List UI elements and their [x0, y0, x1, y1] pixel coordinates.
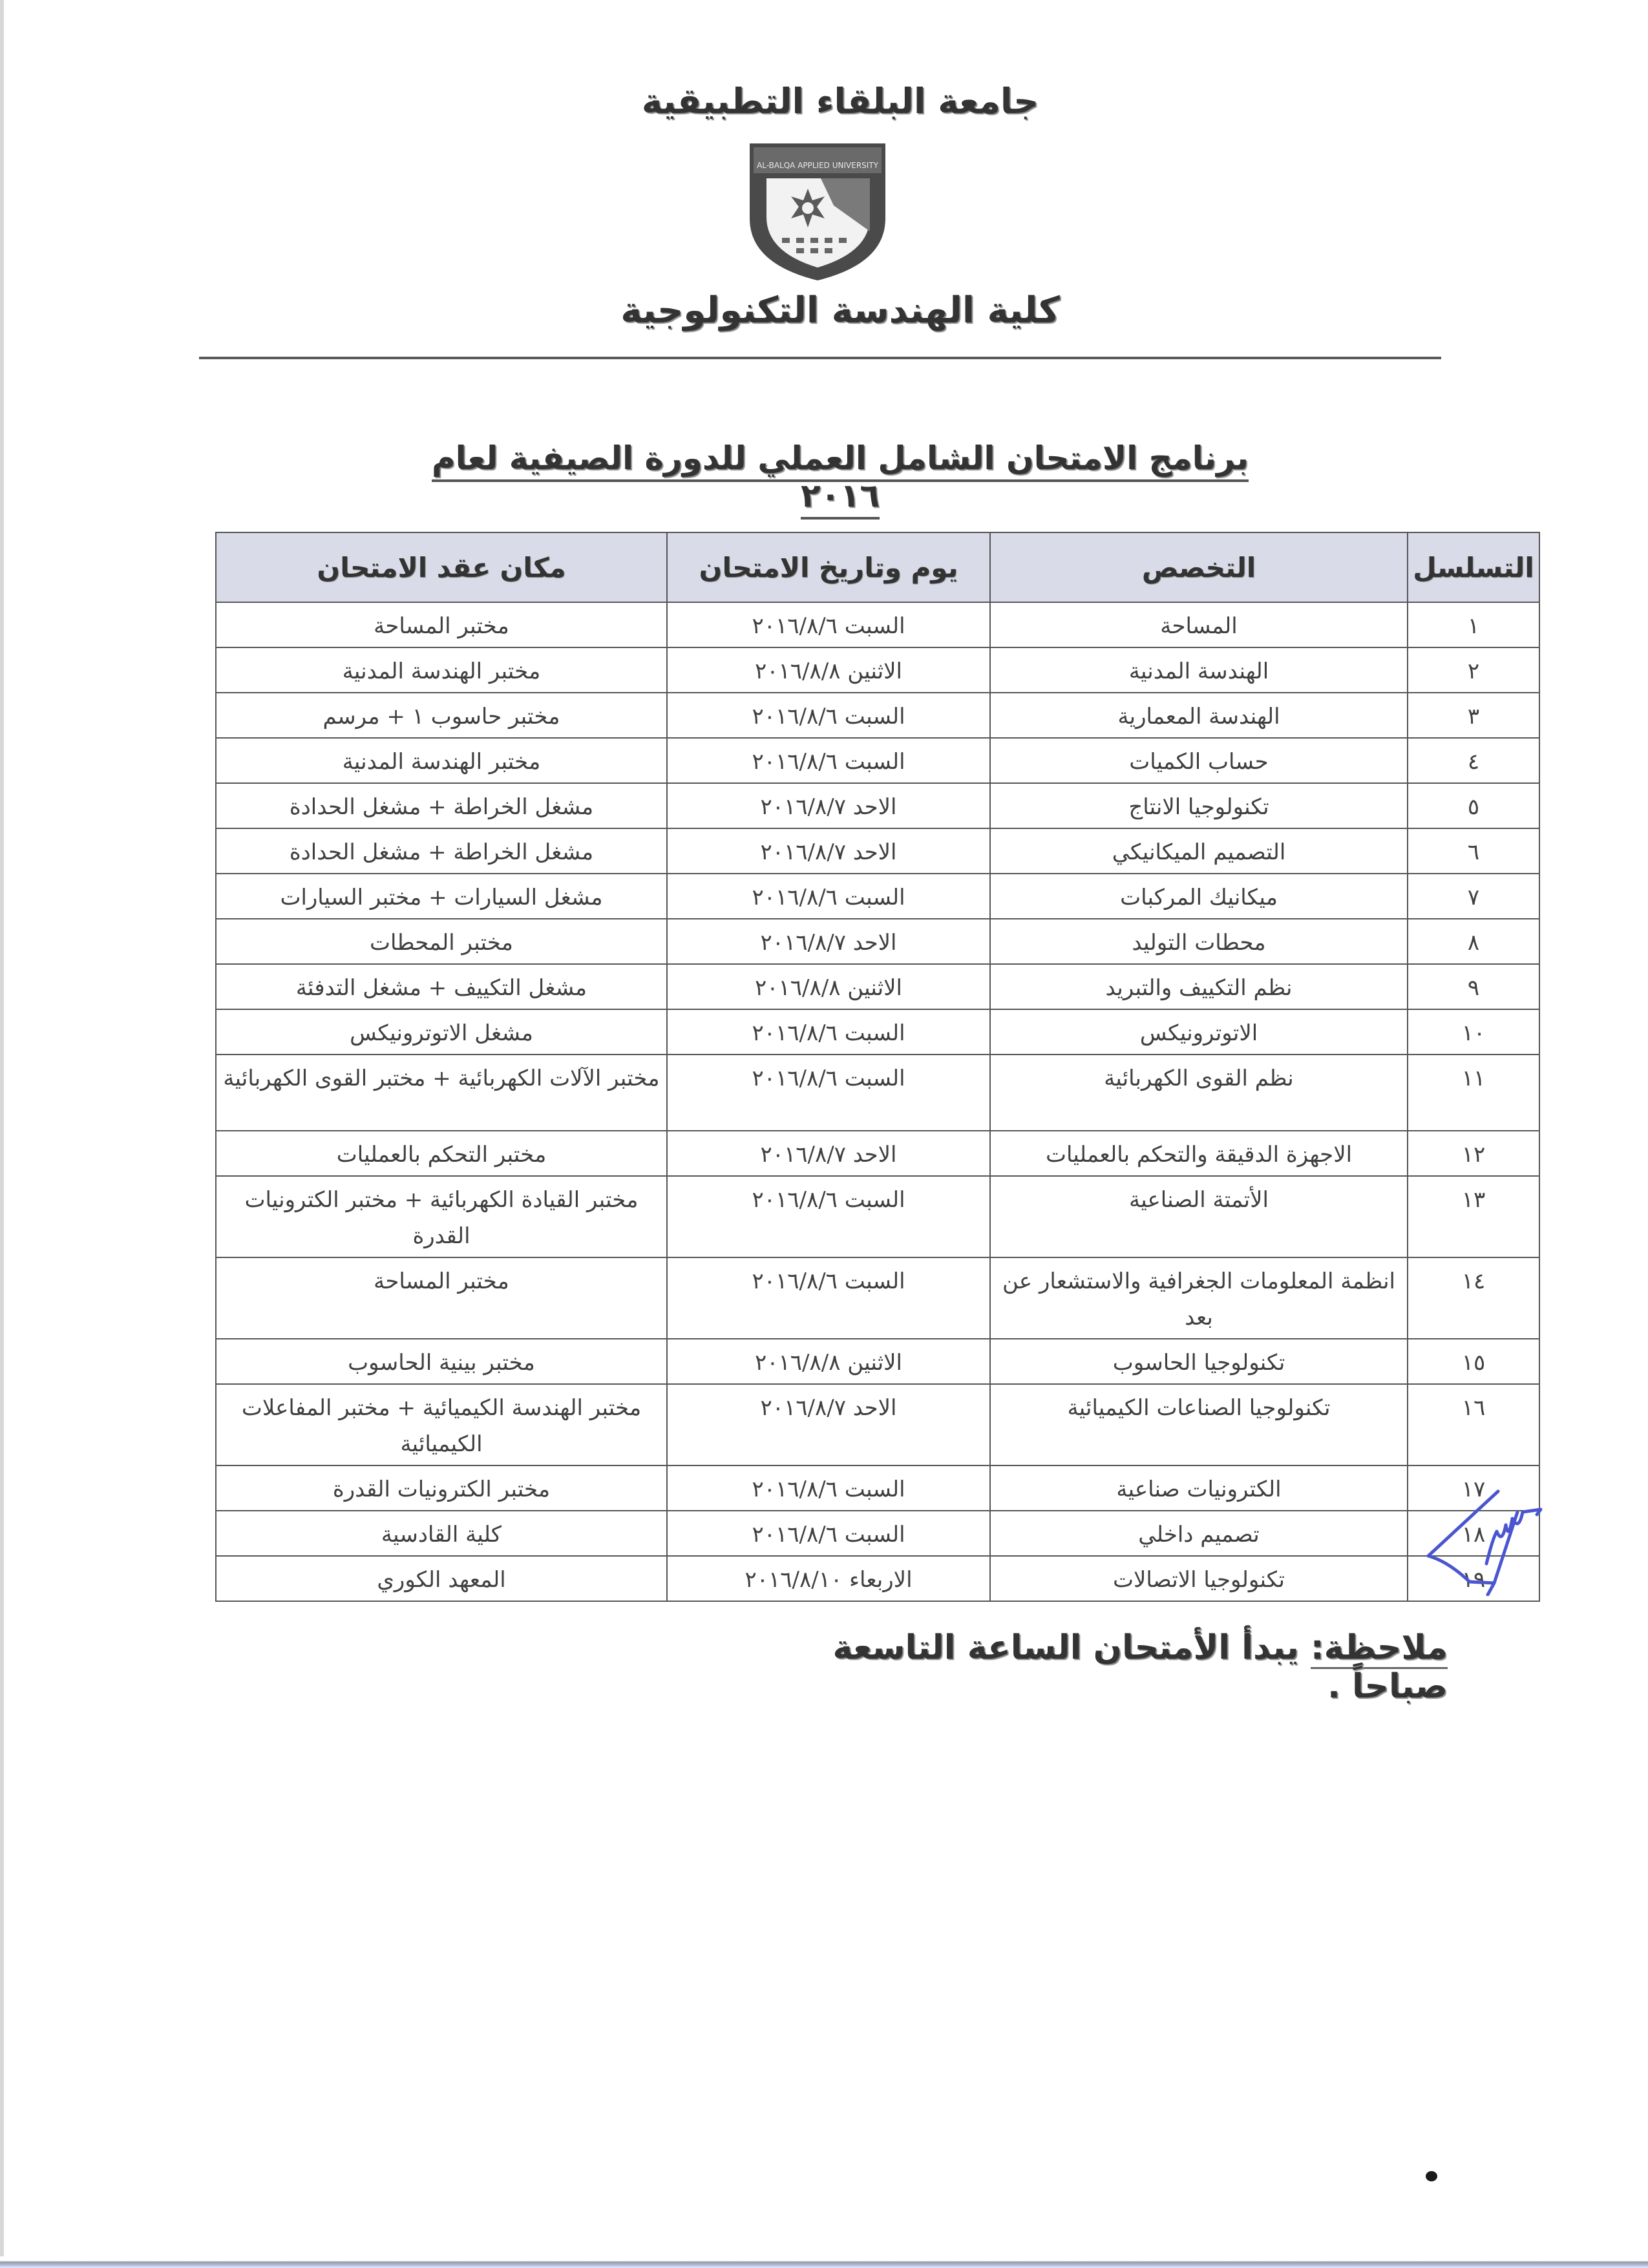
- note-text: يبدأ الأمتحان الساعة التاسعة صباحاً .: [832, 1628, 1448, 1706]
- cell-sequence: ١٣: [1408, 1176, 1539, 1257]
- page-dot-mark: [1426, 2171, 1437, 2181]
- column-header-specialization: التخصص: [990, 532, 1408, 602]
- cell-exam-date: السبت ٢٠١٦/٨/٦: [667, 874, 990, 919]
- cell-exam-location: مختبر القيادة الكهربائية + مختبر الكترونيات القدرة: [216, 1176, 667, 1257]
- cell-exam-date: الاحد ٢٠١٦/٨/٧: [667, 919, 990, 964]
- cell-exam-date: السبت ٢٠١٦/٨/٦: [667, 738, 990, 783]
- exam-schedule-table: [215, 532, 1540, 1602]
- cell-sequence: ٤: [1408, 738, 1539, 783]
- cell-specialization: تكنولوجيا الصناعات الكيميائية: [990, 1384, 1408, 1465]
- cell-exam-date: الاحد ٢٠١٦/٨/٧: [667, 783, 990, 828]
- table-row: [216, 1009, 1539, 1055]
- cell-specialization: الاجهزة الدقيقة والتحكم بالعمليات: [990, 1131, 1408, 1176]
- cell-exam-date: الاثنين ٢٠١٦/٨/٨: [667, 1339, 990, 1384]
- cell-specialization: حساب الكميات: [990, 738, 1408, 783]
- cell-specialization: الهندسة المعمارية: [990, 693, 1408, 738]
- table-row: [216, 602, 1539, 647]
- cell-exam-date: الاحد ٢٠١٦/٨/٧: [667, 1131, 990, 1176]
- cell-exam-location: مختبر المساحة: [216, 602, 667, 647]
- cell-sequence: ٢: [1408, 647, 1539, 693]
- cell-sequence: ٨: [1408, 919, 1539, 964]
- column-header-exam-location: مكان عقد الامتحان: [216, 532, 667, 602]
- table-row: [216, 1339, 1539, 1384]
- cell-exam-date: الاحد ٢٠١٦/٨/٧: [667, 1384, 990, 1465]
- cell-exam-date: الاربعاء ٢٠١٦/٨/١٠: [667, 1556, 990, 1601]
- table-row: [216, 828, 1539, 874]
- table-row: [216, 1465, 1539, 1511]
- cell-specialization: انظمة المعلومات الجغرافية والاستشعار عن بعد: [990, 1257, 1408, 1339]
- cell-specialization: تكنولوجيا الانتاج: [990, 783, 1408, 828]
- cell-exam-date: السبت ٢٠١٦/٨/٦: [667, 1176, 990, 1257]
- faculty-name: كلية الهندسة التكنولوجية: [620, 289, 1060, 331]
- cell-specialization: محطات التوليد: [990, 919, 1408, 964]
- table-row: [216, 1556, 1539, 1601]
- cell-specialization: تكنولوجيا الاتصالات: [990, 1556, 1408, 1601]
- scan-speck: [1241, 1854, 1247, 1864]
- table-row: [216, 1257, 1539, 1339]
- header-divider: [199, 357, 1441, 359]
- cell-exam-location: مختبر الهندسة الكيميائية + مختبر المفاعلات الكيميائية: [216, 1384, 667, 1465]
- cell-exam-location: مختبر حاسوب ١ + مرسم: [216, 693, 667, 738]
- cell-sequence: ١٧: [1408, 1465, 1539, 1511]
- cell-exam-location: مختبر المحطات: [216, 919, 667, 964]
- cell-exam-location: مختبر بينية الحاسوب: [216, 1339, 667, 1384]
- column-header-exam-date: يوم وتاريخ الامتحان: [667, 532, 990, 602]
- cell-sequence: ١: [1408, 602, 1539, 647]
- cell-exam-date: السبت ٢٠١٦/٨/٦: [667, 1465, 990, 1511]
- logo-text: AL-BALQA APPLIED UNIVERSITY: [757, 161, 878, 170]
- column-header-sequence: التسلسل: [1408, 532, 1539, 602]
- cell-exam-location: مختبر التحكم بالعمليات: [216, 1131, 667, 1176]
- table-row: [216, 1384, 1539, 1465]
- table-row: [216, 1176, 1539, 1257]
- table-header-row: [216, 532, 1539, 602]
- cell-sequence: ٣: [1408, 693, 1539, 738]
- signature: [1422, 1486, 1551, 1596]
- cell-exam-date: السبت ٢٠١٦/٨/٦: [667, 1511, 990, 1556]
- table-row: [216, 1511, 1539, 1556]
- cell-exam-date: السبت ٢٠١٦/٨/٦: [667, 693, 990, 738]
- cell-specialization: التصميم الميكانيكي: [990, 828, 1408, 874]
- cell-specialization: تصميم داخلي: [990, 1511, 1408, 1556]
- cell-sequence: ١١: [1408, 1055, 1539, 1131]
- cell-specialization: الاتوترونيكس: [990, 1009, 1408, 1055]
- signature-stroke: [1428, 1491, 1541, 1595]
- cell-specialization: تكنولوجيا الحاسوب: [990, 1339, 1408, 1384]
- cell-exam-date: الاثنين ٢٠١٦/٨/٨: [667, 647, 990, 693]
- cell-exam-location: مختبر الآلات الكهربائية + مختبر القوى الكهربائية: [216, 1055, 667, 1131]
- cell-exam-location: مختبر المساحة: [216, 1257, 667, 1339]
- cell-sequence: ١٨: [1408, 1511, 1539, 1556]
- cell-sequence: ١٢: [1408, 1131, 1539, 1176]
- cell-specialization: الهندسة المدنية: [990, 647, 1408, 693]
- cell-exam-date: الاثنين ٢٠١٦/٨/٨: [667, 964, 990, 1009]
- university-logo: [743, 141, 892, 283]
- table-row: [216, 647, 1539, 693]
- cell-specialization: نظم القوى الكهربائية: [990, 1055, 1408, 1131]
- cell-exam-date: الاحد ٢٠١٦/٨/٧: [667, 828, 990, 874]
- cell-exam-location: مشغل الخراطة + مشغل الحدادة: [216, 828, 667, 874]
- table-row: [216, 964, 1539, 1009]
- cell-sequence: ١٠: [1408, 1009, 1539, 1055]
- cell-sequence: ١٤: [1408, 1257, 1539, 1339]
- university-name: جامعة البلقاء التطبيقية: [641, 81, 1039, 121]
- cell-specialization: الأتمتة الصناعية: [990, 1176, 1408, 1257]
- cell-sequence: ١٥: [1408, 1339, 1539, 1384]
- cell-sequence: ٩: [1408, 964, 1539, 1009]
- cell-exam-location: مختبر الهندسة المدنية: [216, 738, 667, 783]
- cell-exam-location: المعهد الكوري: [216, 1556, 667, 1601]
- cell-sequence: ٦: [1408, 828, 1539, 874]
- cell-specialization: المساحة: [990, 602, 1408, 647]
- cell-sequence: ٥: [1408, 783, 1539, 828]
- table-row: [216, 919, 1539, 964]
- cell-sequence: ٧: [1408, 874, 1539, 919]
- cell-exam-date: السبت ٢٠١٦/٨/٦: [667, 1009, 990, 1055]
- cell-exam-location: مشغل الخراطة + مشغل الحدادة: [216, 783, 667, 828]
- exam-note: [750, 1628, 1448, 1706]
- cell-exam-location: مختبر الهندسة المدنية: [216, 647, 667, 693]
- scan-edge-bottom: [0, 2256, 1648, 2268]
- table-row: [216, 693, 1539, 738]
- cell-exam-date: السبت ٢٠١٦/٨/٦: [667, 1257, 990, 1339]
- table-row: [216, 1055, 1539, 1131]
- schedule-title: [388, 439, 1293, 514]
- cell-specialization: ميكانيك المركبات: [990, 874, 1408, 919]
- table-row: [216, 1131, 1539, 1176]
- scan-edge-left: [0, 0, 4, 2268]
- cell-exam-date: السبت ٢٠١٦/٨/٦: [667, 602, 990, 647]
- cell-exam-location: مشغل السيارات + مختبر السيارات: [216, 874, 667, 919]
- cell-exam-location: مشغل الاتوترونيكس: [216, 1009, 667, 1055]
- table-row: [216, 738, 1539, 783]
- schedule-title-text: برنامج الامتحان الشامل العملي للدورة الصيفية لعام ٢٠١٦: [432, 439, 1249, 520]
- cell-exam-location: كلية القادسية: [216, 1511, 667, 1556]
- cell-sequence: ١٩: [1408, 1556, 1539, 1601]
- note-label: ملاحظة:: [1311, 1628, 1448, 1669]
- cell-exam-date: السبت ٢٠١٦/٨/٦: [667, 1055, 990, 1131]
- table-row: [216, 874, 1539, 919]
- cell-exam-location: مشغل التكييف + مشغل التدفئة: [216, 964, 667, 1009]
- table-row: [216, 783, 1539, 828]
- cell-sequence: ١٦: [1408, 1384, 1539, 1465]
- cell-exam-location: مختبر الكترونيات القدرة: [216, 1465, 667, 1511]
- cell-specialization: نظم التكييف والتبريد: [990, 964, 1408, 1009]
- cell-specialization: الكترونيات صناعية: [990, 1465, 1408, 1511]
